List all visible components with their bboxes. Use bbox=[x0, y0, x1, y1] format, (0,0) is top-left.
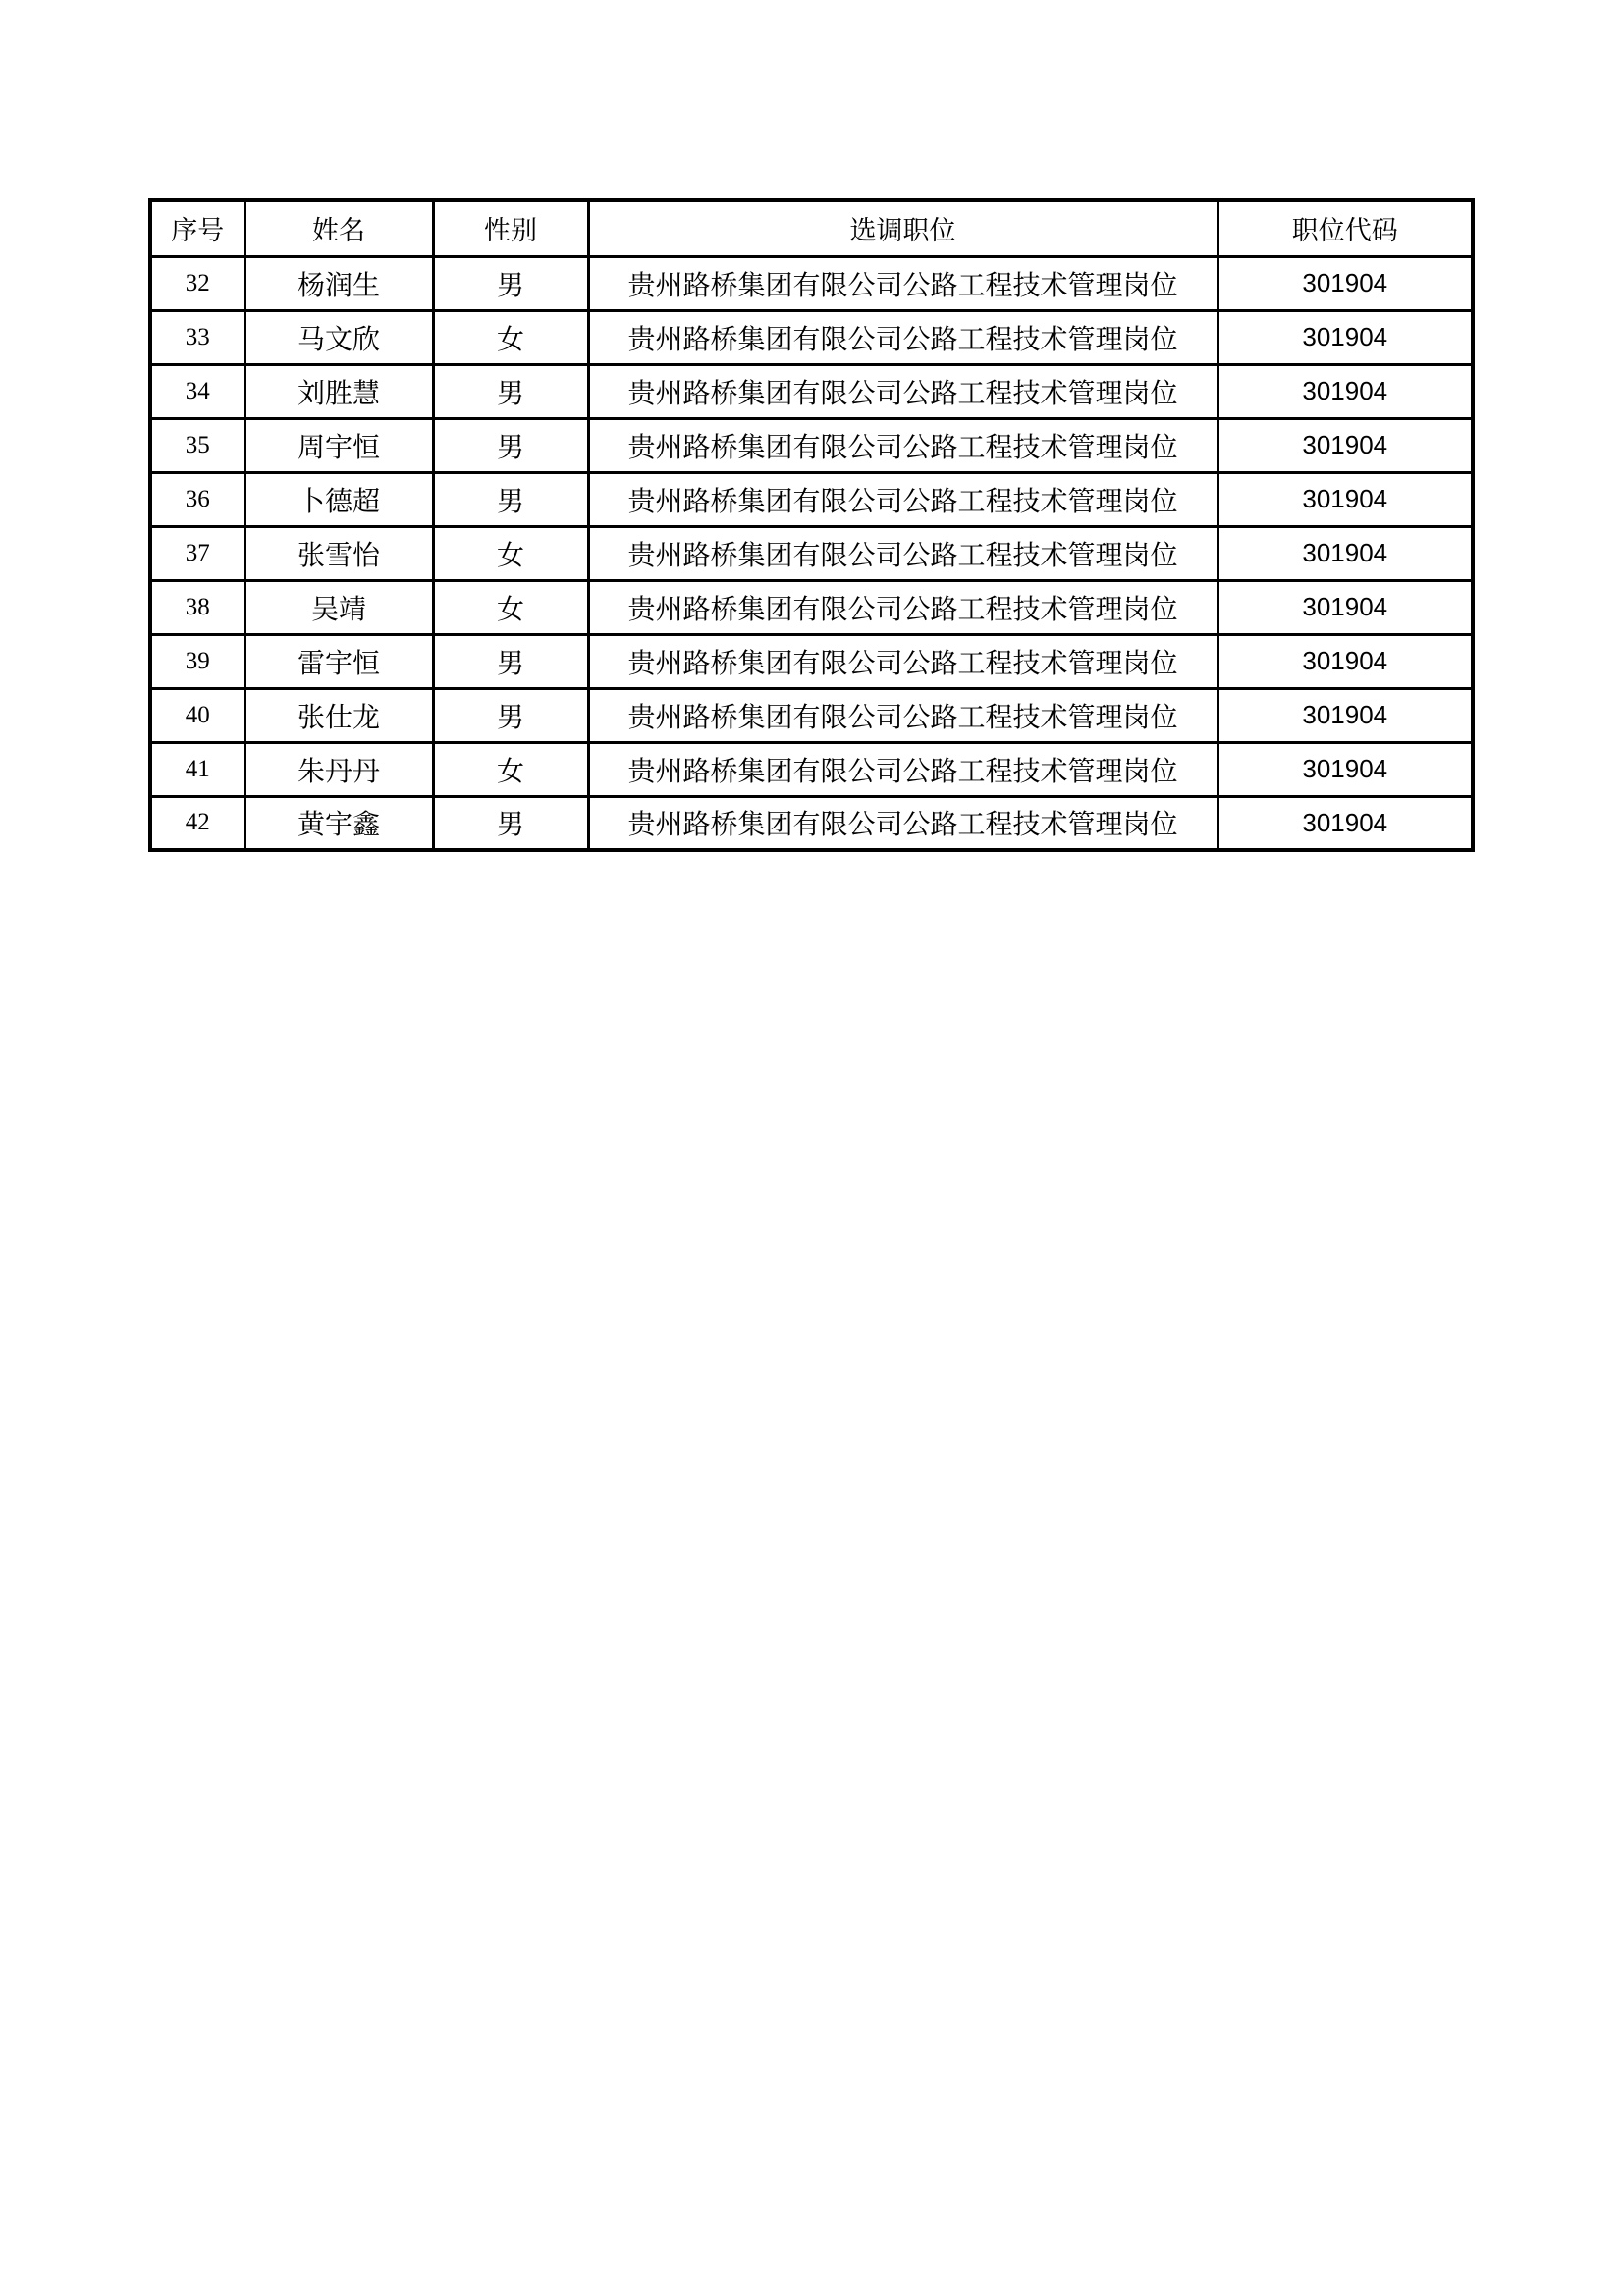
header-code: 职位代码 bbox=[1218, 200, 1473, 256]
seq-cell: 39 bbox=[150, 634, 244, 688]
name-cell: 马文欣 bbox=[244, 310, 433, 364]
table-body bbox=[150, 256, 1473, 850]
name-cell: 周宇恒 bbox=[244, 418, 433, 472]
table-row bbox=[150, 256, 1473, 310]
name-cell: 卜德超 bbox=[244, 472, 433, 526]
position-cell: 贵州路桥集团有限公司公路工程技术管理岗位 bbox=[588, 418, 1218, 472]
code-cell: 301904 bbox=[1218, 580, 1473, 634]
header-seq: 序号 bbox=[150, 200, 244, 256]
code-cell: 301904 bbox=[1218, 688, 1473, 742]
gender-cell: 男 bbox=[433, 256, 588, 310]
table-row bbox=[150, 472, 1473, 526]
table-row bbox=[150, 688, 1473, 742]
gender-cell: 女 bbox=[433, 526, 588, 580]
code-cell: 301904 bbox=[1218, 310, 1473, 364]
position-cell: 贵州路桥集团有限公司公路工程技术管理岗位 bbox=[588, 526, 1218, 580]
seq-cell: 42 bbox=[150, 796, 244, 850]
position-cell: 贵州路桥集团有限公司公路工程技术管理岗位 bbox=[588, 310, 1218, 364]
candidate-table bbox=[148, 198, 1475, 852]
gender-cell: 男 bbox=[433, 688, 588, 742]
position-cell: 贵州路桥集团有限公司公路工程技术管理岗位 bbox=[588, 634, 1218, 688]
seq-cell: 32 bbox=[150, 256, 244, 310]
name-cell: 吴靖 bbox=[244, 580, 433, 634]
header-position: 选调职位 bbox=[588, 200, 1218, 256]
code-cell: 301904 bbox=[1218, 364, 1473, 418]
table-row bbox=[150, 418, 1473, 472]
name-cell: 刘胜慧 bbox=[244, 364, 433, 418]
name-cell: 张雪怡 bbox=[244, 526, 433, 580]
seq-cell: 41 bbox=[150, 742, 244, 796]
name-cell: 黄宇鑫 bbox=[244, 796, 433, 850]
table-row bbox=[150, 742, 1473, 796]
code-cell: 301904 bbox=[1218, 634, 1473, 688]
table-header bbox=[150, 200, 1473, 256]
position-cell: 贵州路桥集团有限公司公路工程技术管理岗位 bbox=[588, 256, 1218, 310]
position-cell: 贵州路桥集团有限公司公路工程技术管理岗位 bbox=[588, 580, 1218, 634]
code-cell: 301904 bbox=[1218, 472, 1473, 526]
seq-cell: 34 bbox=[150, 364, 244, 418]
name-cell: 张仕龙 bbox=[244, 688, 433, 742]
gender-cell: 女 bbox=[433, 310, 588, 364]
table-row bbox=[150, 526, 1473, 580]
header-name: 姓名 bbox=[244, 200, 433, 256]
seq-cell: 33 bbox=[150, 310, 244, 364]
header-row bbox=[150, 200, 1473, 256]
gender-cell: 男 bbox=[433, 796, 588, 850]
seq-cell: 36 bbox=[150, 472, 244, 526]
seq-cell: 38 bbox=[150, 580, 244, 634]
seq-cell: 35 bbox=[150, 418, 244, 472]
name-cell: 雷宇恒 bbox=[244, 634, 433, 688]
seq-cell: 37 bbox=[150, 526, 244, 580]
gender-cell: 男 bbox=[433, 634, 588, 688]
table-row bbox=[150, 364, 1473, 418]
table-row bbox=[150, 580, 1473, 634]
gender-cell: 男 bbox=[433, 472, 588, 526]
gender-cell: 男 bbox=[433, 418, 588, 472]
seq-cell: 40 bbox=[150, 688, 244, 742]
table-row bbox=[150, 634, 1473, 688]
position-cell: 贵州路桥集团有限公司公路工程技术管理岗位 bbox=[588, 796, 1218, 850]
name-cell: 朱丹丹 bbox=[244, 742, 433, 796]
position-cell: 贵州路桥集团有限公司公路工程技术管理岗位 bbox=[588, 472, 1218, 526]
header-gender: 性别 bbox=[433, 200, 588, 256]
code-cell: 301904 bbox=[1218, 742, 1473, 796]
code-cell: 301904 bbox=[1218, 526, 1473, 580]
code-cell: 301904 bbox=[1218, 256, 1473, 310]
gender-cell: 女 bbox=[433, 742, 588, 796]
position-cell: 贵州路桥集团有限公司公路工程技术管理岗位 bbox=[588, 742, 1218, 796]
table-row bbox=[150, 310, 1473, 364]
code-cell: 301904 bbox=[1218, 418, 1473, 472]
position-cell: 贵州路桥集团有限公司公路工程技术管理岗位 bbox=[588, 364, 1218, 418]
gender-cell: 女 bbox=[433, 580, 588, 634]
gender-cell: 男 bbox=[433, 364, 588, 418]
table-row bbox=[150, 796, 1473, 850]
name-cell: 杨润生 bbox=[244, 256, 433, 310]
position-cell: 贵州路桥集团有限公司公路工程技术管理岗位 bbox=[588, 688, 1218, 742]
code-cell: 301904 bbox=[1218, 796, 1473, 850]
